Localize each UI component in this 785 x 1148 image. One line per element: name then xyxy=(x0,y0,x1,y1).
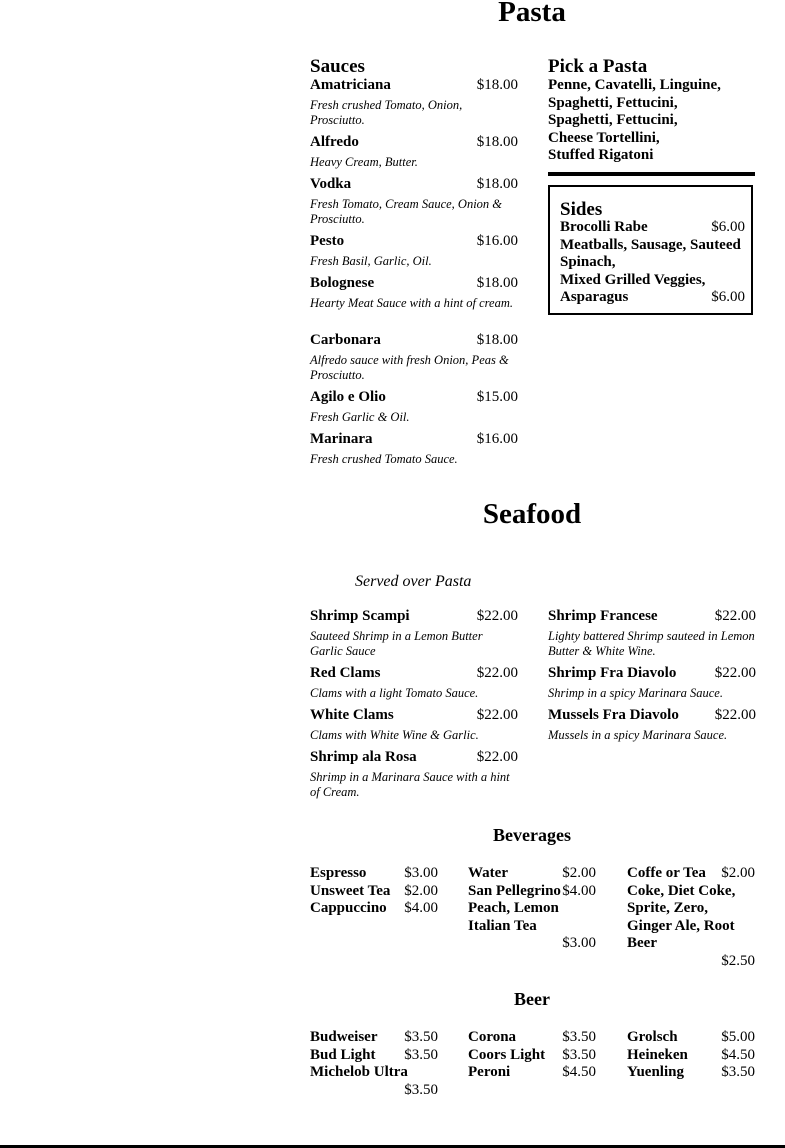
beer-name: Bud Light xyxy=(310,1046,376,1063)
item-name: Agilo e Olio xyxy=(310,389,386,405)
item-description: Clams with White Wine & Garlic. xyxy=(310,728,479,742)
beer-name: Peroni xyxy=(468,1064,511,1080)
item-description: Mussels in a spicy Marinara Sauce. xyxy=(548,728,728,742)
beer-name: Yuenling xyxy=(627,1064,684,1080)
seafood-subtitle: Served over Pasta xyxy=(355,573,472,590)
beer-name: Corona xyxy=(468,1029,517,1045)
item-description: Sauteed Shrimp in a Lemon Butter Garlic Sauce xyxy=(310,629,483,658)
item-name: Bolognese xyxy=(310,275,375,291)
beverage-name: Cappuccino xyxy=(310,900,387,916)
item-price: $22.00 xyxy=(714,707,756,723)
beverage-price: $3.00 xyxy=(562,935,596,951)
sides-heading: Sides xyxy=(560,199,603,220)
item-price: $18.00 xyxy=(476,77,518,93)
item-name: Amatriciana xyxy=(310,77,391,93)
item-description: Fresh crushed Tomato Sauce. xyxy=(310,452,458,466)
item-price: $22.00 xyxy=(476,707,518,723)
beverages-col-3 xyxy=(627,865,755,970)
beer-item xyxy=(468,1064,596,1082)
beverage-price: $2.00 xyxy=(562,865,596,881)
menu-item xyxy=(310,608,518,658)
beer-item xyxy=(627,1029,755,1047)
beer-price: $3.50 xyxy=(404,1081,438,1098)
beer-title: Beer xyxy=(514,989,550,1009)
beverage-item xyxy=(310,900,438,918)
item-price: $18.00 xyxy=(476,275,518,291)
item-description: Fresh Garlic & Oil. xyxy=(310,410,410,424)
beverage-price: $3.00 xyxy=(404,865,438,881)
item-description: Heavy Cream, Butter. xyxy=(310,155,418,169)
menu-item xyxy=(310,77,518,127)
menu-item xyxy=(310,431,518,467)
item-name: Shrimp ala Rosa xyxy=(310,749,417,765)
beverages-col-1 xyxy=(310,865,438,918)
seafood-title: Seafood xyxy=(482,498,582,530)
beer-price: $3.50 xyxy=(562,1046,596,1063)
menu-item xyxy=(310,176,518,226)
menu-item xyxy=(310,749,518,799)
beer-col-1 xyxy=(310,1029,438,1099)
beverage-item xyxy=(468,883,596,901)
beer-item xyxy=(310,1047,438,1065)
beverage-name: Coffe or Tea xyxy=(627,865,706,881)
item-description: Shrimp in a spicy Marinara Sauce. xyxy=(548,686,723,700)
side-item xyxy=(560,219,745,237)
sides-list xyxy=(560,219,745,307)
item-price: $22.00 xyxy=(476,665,518,681)
beverage-item xyxy=(468,865,596,883)
item-price: $18.00 xyxy=(476,134,518,150)
side-name: Brocolli Rabe xyxy=(560,219,648,235)
beverage-price: $4.00 xyxy=(562,882,596,899)
menu-item xyxy=(310,233,518,269)
side-price: $6.00 xyxy=(711,289,745,305)
beverage-name: Espresso xyxy=(310,865,367,881)
beverage-price: $2.00 xyxy=(721,865,755,881)
item-price: $16.00 xyxy=(476,233,518,249)
item-price: $22.00 xyxy=(714,608,756,624)
beverage-price: $4.00 xyxy=(404,900,438,916)
beer-col-2 xyxy=(468,1029,596,1082)
beer-price: $3.50 xyxy=(562,1029,596,1045)
beer-price: $5.00 xyxy=(721,1029,755,1045)
side-price: $6.00 xyxy=(711,219,745,235)
item-name: White Clams xyxy=(310,707,394,723)
beer-name: Coors Light xyxy=(468,1046,546,1063)
item-description: Fresh Tomato, Cream Sauce, Onion & Prosciutto. xyxy=(310,197,503,226)
item-name: Shrimp Francese xyxy=(548,608,658,624)
item-description: Hearty Meat Sauce with a hint of cream. xyxy=(310,296,513,310)
item-name: Alfredo xyxy=(310,134,359,150)
beer-price: $3.50 xyxy=(721,1064,755,1080)
item-name: Red Clams xyxy=(310,665,381,681)
menu-item xyxy=(310,707,518,743)
item-name: Vodka xyxy=(310,176,352,192)
beverages-col-2 xyxy=(468,865,596,953)
item-price: $15.00 xyxy=(476,389,518,405)
item-description: Fresh crushed Tomato, Onion, Prosciutto. xyxy=(310,98,463,127)
beer-name: Grolsch xyxy=(627,1029,678,1045)
beverage-name: Unsweet Tea xyxy=(310,882,391,899)
sauces-heading: Sauces xyxy=(310,56,365,77)
item-price: $22.00 xyxy=(714,665,756,681)
item-price: $22.00 xyxy=(476,608,518,624)
item-description: Alfredo sauce with fresh Onion, Peas & Prosciutto. xyxy=(310,353,509,382)
beverage-name: Coke, Diet Coke, xyxy=(627,882,736,899)
side-name: Asparagus xyxy=(560,289,629,305)
beer-price: $3.50 xyxy=(404,1029,438,1045)
pasta-option: Stuffed Rigatoni xyxy=(548,147,654,163)
pasta-options-list xyxy=(548,77,758,165)
beer-name: Heineken xyxy=(627,1046,688,1063)
beverage-price: $2.50 xyxy=(721,952,755,969)
beer-item xyxy=(468,1029,596,1047)
menu-item xyxy=(310,134,518,170)
item-description: Lighty battered Shrimp sauteed in Lemon Butter & White Wine. xyxy=(548,629,755,658)
beverage-name: Italian Tea xyxy=(468,917,537,934)
sides-box xyxy=(548,185,753,315)
item-price: $16.00 xyxy=(476,431,518,447)
side-item xyxy=(560,289,745,307)
side-line: Meatballs, Sausage, Sauteed xyxy=(560,236,741,253)
item-name: Mussels Fra Diavolo xyxy=(548,707,679,723)
menu-item xyxy=(310,332,518,382)
beer-item xyxy=(627,1047,755,1065)
item-description: Shrimp in a Marinara Sauce with a hint of Cream. xyxy=(310,770,510,799)
beverage-price: $2.00 xyxy=(404,882,438,899)
side-line: Spinach, xyxy=(560,254,616,270)
beverage-name: Peach, Lemon xyxy=(468,900,559,916)
menu-item xyxy=(310,275,518,311)
beverage-name: Beer xyxy=(627,935,657,951)
menu-item xyxy=(310,389,518,425)
beer-name: Budweiser xyxy=(310,1029,378,1045)
pasta-option: Penne, Cavatelli, Linguine, xyxy=(548,77,721,93)
item-price: $22.00 xyxy=(476,749,518,765)
item-price: $18.00 xyxy=(476,332,518,348)
menu-item xyxy=(310,665,518,701)
item-name: Carbonara xyxy=(310,332,381,348)
item-description: Clams with a light Tomato Sauce. xyxy=(310,686,479,700)
beer-item xyxy=(310,1029,438,1047)
beverage-name: San Pellegrino xyxy=(468,882,561,899)
beer-item xyxy=(468,1047,596,1065)
beer-item xyxy=(627,1064,755,1082)
item-name: Shrimp Scampi xyxy=(310,608,410,624)
side-line: Mixed Grilled Veggies, xyxy=(560,271,706,288)
item-name: Pesto xyxy=(310,233,345,249)
beverage-name: Sprite, Zero, xyxy=(627,900,708,916)
beer-col-3 xyxy=(627,1029,755,1082)
pasta-option: Spaghetti, Fettucini, xyxy=(548,94,678,111)
beverages-title: Beverages xyxy=(493,825,571,845)
beer-price: $4.50 xyxy=(721,1046,755,1063)
beer-price: $3.50 xyxy=(404,1046,438,1063)
item-price: $18.00 xyxy=(476,176,518,192)
beverage-item xyxy=(627,865,755,883)
beverage-name: Ginger Ale, Root xyxy=(627,917,735,934)
beer-name: Michelob Ultra xyxy=(310,1064,408,1080)
pick-pasta-heading: Pick a Pasta xyxy=(548,56,648,77)
menu-item xyxy=(548,608,756,658)
item-description: Fresh Basil, Garlic, Oil. xyxy=(310,254,432,268)
beer-price: $4.50 xyxy=(562,1064,596,1080)
beverage-item xyxy=(310,865,438,883)
pasta-option: Cheese Tortellini, xyxy=(548,129,660,146)
beverage-item xyxy=(310,883,438,901)
pasta-title: Pasta xyxy=(498,0,566,28)
item-name: Marinara xyxy=(310,431,373,447)
menu-item xyxy=(548,707,756,743)
item-name: Shrimp Fra Diavolo xyxy=(548,665,677,681)
divider xyxy=(548,172,755,176)
menu-item xyxy=(548,665,756,701)
beverage-name: Water xyxy=(468,865,508,881)
pasta-option: Spaghetti, Fettucini, xyxy=(548,112,678,128)
